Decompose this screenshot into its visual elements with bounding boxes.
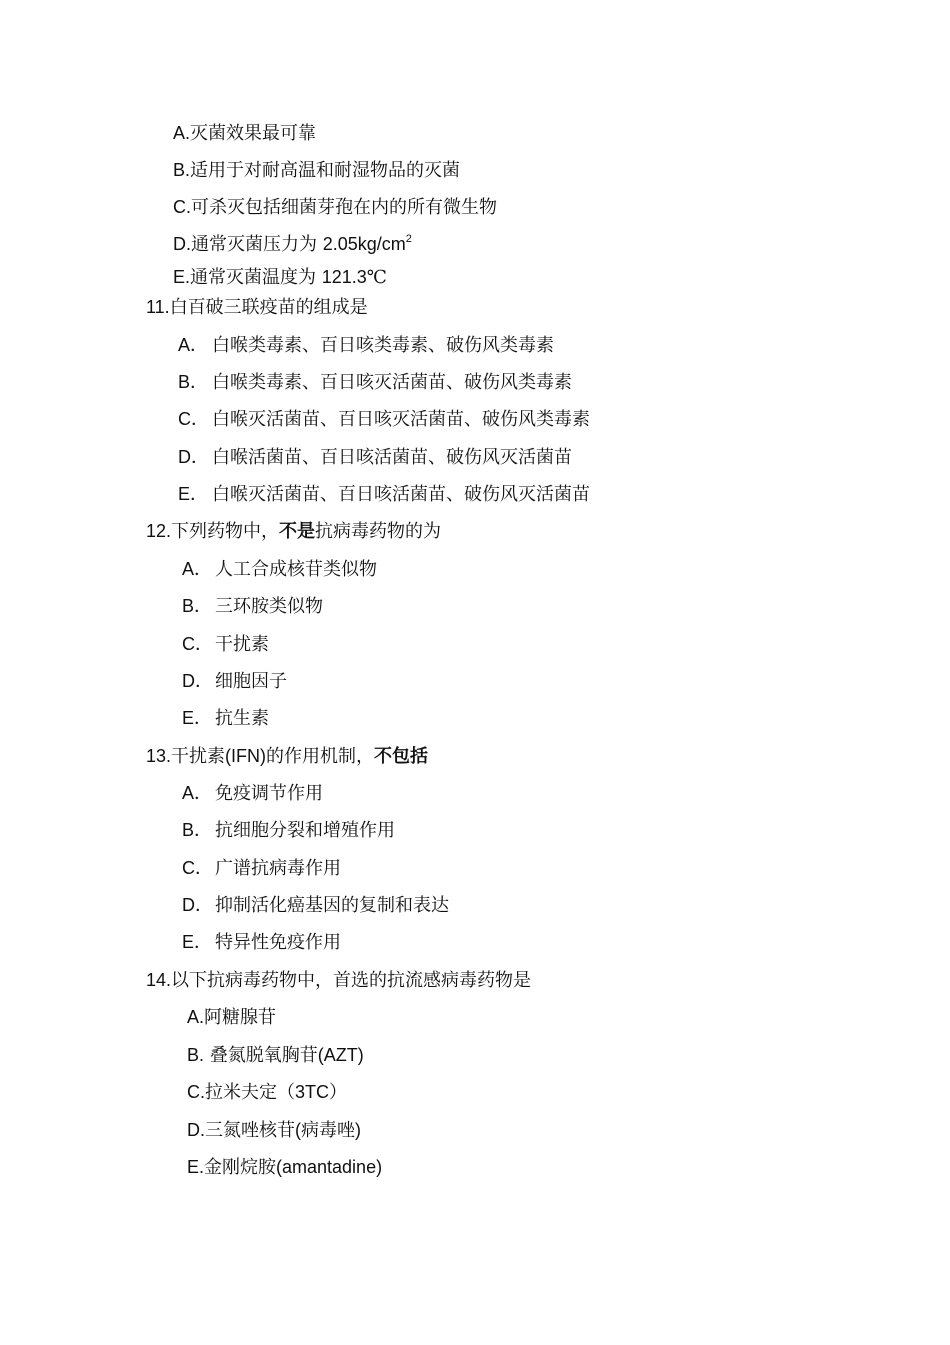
- question-text: 干扰素: [171, 746, 226, 767]
- option-text: 三环胺类似物: [215, 596, 323, 617]
- option-letter: D．: [182, 671, 213, 691]
- question-12-option-c: [182, 633, 269, 656]
- option-text: 白喉活菌苗、百日咳活菌苗、破伤风灭活菌苗: [212, 447, 572, 468]
- option-text: 阿糖腺苷: [204, 1007, 277, 1028]
- option-english-name: (amantadine): [276, 1157, 383, 1177]
- question-13-option-e: [182, 931, 341, 954]
- question-text-middle: 的作用机制，: [266, 746, 375, 767]
- option-letter: E．: [178, 484, 209, 504]
- question-13-option-c: [182, 857, 341, 880]
- option-letter: A．: [178, 335, 209, 355]
- option-text: 适用于对耐高温和耐湿物品的灭菌: [190, 160, 461, 181]
- option-letter: E.: [187, 1157, 205, 1177]
- option-text: 白喉灭活菌苗、百日咳灭活菌苗、破伤风类毒素: [212, 409, 590, 430]
- question-12-option-a: [182, 558, 377, 581]
- option-letter: E．: [182, 932, 213, 952]
- option-value: 2.05kg/cm: [322, 234, 406, 254]
- option-text: 可杀灭包括细菌芽孢在内的所有微生物: [191, 197, 497, 218]
- option-text: 通常灭菌温度为: [190, 267, 322, 288]
- option-unit: ℃: [366, 267, 387, 288]
- option-text: 白喉类毒素、百日咳灭活菌苗、破伤风类毒素: [212, 372, 572, 393]
- prev-option-e: [173, 266, 387, 289]
- option-text: 特异性免疫作用: [215, 932, 341, 953]
- question-number: 14.: [146, 970, 172, 990]
- option-letter: E．: [182, 708, 213, 728]
- question-number: 11.: [146, 297, 170, 317]
- question-11-option-d: [178, 446, 572, 469]
- option-text: 人工合成核苷类似物: [215, 559, 377, 580]
- question-12-stem: [146, 520, 441, 543]
- option-letter: B.: [187, 1045, 205, 1065]
- option-letter: A．: [182, 559, 213, 579]
- option-letter: D.: [173, 234, 191, 254]
- option-letter: D.: [187, 1120, 205, 1140]
- option-letter: C．: [182, 634, 213, 654]
- option-text: 细胞因子: [215, 671, 287, 692]
- option-paren-close: ）: [329, 1082, 348, 1103]
- option-letter: A.: [173, 123, 191, 143]
- option-letter: B．: [182, 820, 213, 840]
- option-letter: A．: [182, 783, 213, 803]
- question-12-option-d: [182, 670, 287, 693]
- question-13-option-d: [182, 894, 449, 917]
- option-text: 通常灭菌压力为: [191, 234, 323, 255]
- question-number: 13.: [146, 746, 172, 766]
- question-text: 白百破三联疫苗的组成是: [169, 297, 368, 318]
- option-letter: E.: [173, 267, 191, 287]
- option-abbreviation: (AZT): [317, 1045, 364, 1065]
- option-text: 拉米夫定（: [205, 1082, 295, 1103]
- option-alias: 病毒唑: [301, 1120, 355, 1141]
- option-text: 免疫调节作用: [215, 783, 323, 804]
- option-letter: D．: [182, 895, 213, 915]
- option-paren-close: ): [355, 1120, 361, 1140]
- question-11-stem: [146, 296, 368, 319]
- question-12-option-e: [182, 707, 269, 730]
- prev-option-d: [173, 233, 412, 256]
- option-letter: D．: [178, 447, 209, 467]
- question-13-stem: [146, 745, 428, 768]
- question-12-option-b: [182, 595, 323, 618]
- prev-option-c: [173, 196, 497, 219]
- option-text: 抗细胞分裂和增殖作用: [215, 820, 395, 841]
- question-14-option-c: [187, 1081, 347, 1104]
- option-letter: C．: [178, 409, 209, 429]
- option-text: 抗生素: [215, 708, 269, 729]
- question-11-option-b: [178, 371, 572, 394]
- question-14-option-e: [187, 1156, 382, 1179]
- option-text: 灭菌效果最可靠: [190, 123, 317, 144]
- option-letter: C.: [173, 197, 191, 217]
- option-text: 三氮唑核苷: [205, 1120, 295, 1141]
- question-number: 12.: [146, 521, 172, 541]
- question-14-option-b: [187, 1044, 364, 1067]
- question-text: 以下抗病毒药物中，首选的抗流感病毒药物是: [171, 970, 532, 991]
- option-text: 白喉类毒素、百日咳类毒素、破伤风类毒素: [212, 335, 554, 356]
- option-value: 121.3: [321, 267, 367, 287]
- option-abbreviation: 3TC: [295, 1082, 330, 1102]
- prev-option-a: [173, 122, 316, 145]
- question-11-option-a: [178, 334, 554, 357]
- question-13-option-b: [182, 819, 395, 842]
- question-text-tail: 抗病毒药物的为: [315, 521, 442, 542]
- question-abbreviation: (IFN): [225, 746, 267, 766]
- option-letter: B．: [178, 372, 209, 392]
- question-13-option-a: [182, 782, 323, 805]
- question-11-option-c: [178, 408, 590, 431]
- option-letter: C．: [182, 858, 213, 878]
- option-text: 干扰素: [215, 634, 269, 655]
- option-text: 广谱抗病毒作用: [215, 858, 341, 879]
- prev-option-b: [173, 159, 460, 182]
- option-text: 叠氮脱氧胸苷: [204, 1045, 318, 1066]
- question-11-option-e: [178, 483, 590, 506]
- option-letter: B．: [182, 596, 213, 616]
- option-text: 抑制活化癌基因的复制和表达: [215, 895, 449, 916]
- question-text: 下列药物中，: [171, 521, 280, 542]
- question-14-option-a: [187, 1006, 276, 1029]
- option-text: 金刚烷胺: [204, 1157, 277, 1178]
- question-emphasis: 不包括: [374, 746, 429, 766]
- question-14-option-d: [187, 1119, 361, 1142]
- option-superscript: 2: [405, 233, 412, 245]
- question-emphasis: 不是: [279, 521, 316, 541]
- option-letter: B.: [173, 160, 191, 180]
- option-paren-open: (: [295, 1120, 301, 1140]
- question-14-stem: [146, 969, 531, 992]
- option-text: 白喉灭活菌苗、百日咳活菌苗、破伤风灭活菌苗: [212, 484, 590, 505]
- option-letter: A.: [187, 1007, 205, 1027]
- option-letter: C.: [187, 1082, 205, 1102]
